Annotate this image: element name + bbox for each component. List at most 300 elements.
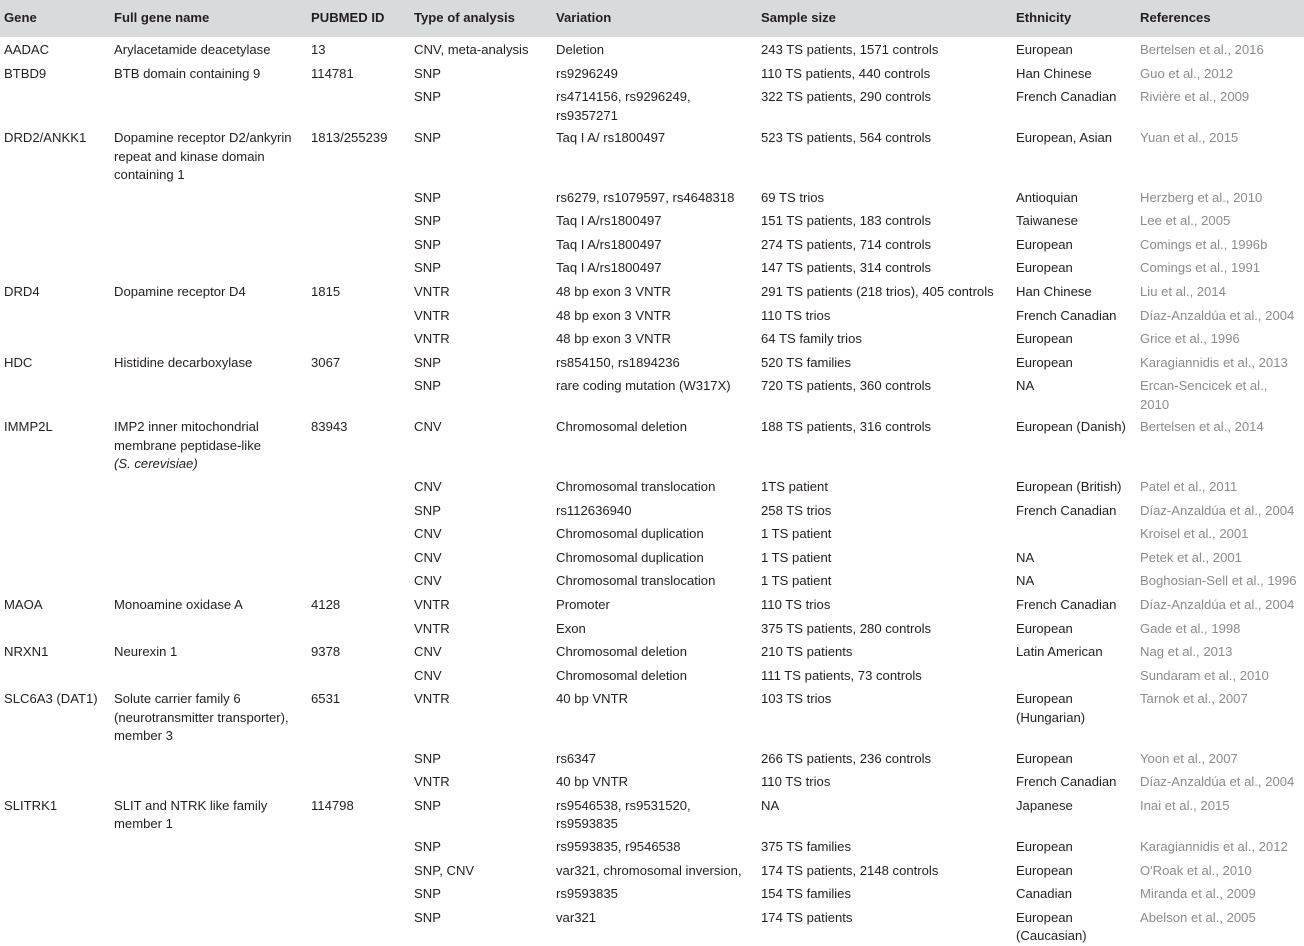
cell-gene [0, 303, 110, 327]
cell-type-of-analysis-text: SNP [414, 909, 441, 925]
cell-ethnicity-text: European, Asian [1016, 130, 1113, 146]
cell-full-gene-name [110, 769, 307, 793]
cell-sample-size [757, 858, 1012, 882]
cell-sample-size [757, 125, 1012, 185]
cell-full-gene-name [110, 474, 307, 498]
cell-gene [0, 37, 110, 61]
table-row [0, 746, 1304, 770]
cell-pubmed-id [307, 545, 410, 569]
cell-gene-text: SLITRK1 [4, 797, 58, 813]
cell-full-gene-name [110, 639, 307, 663]
cell-reference [1136, 474, 1304, 498]
cell-gene [0, 769, 110, 793]
cell-variation-text: rs6347 [556, 750, 597, 766]
cell-gene [0, 881, 110, 905]
cell-type-of-analysis [410, 474, 552, 498]
cell-pubmed-id [307, 746, 410, 770]
cell-pubmed-id [307, 373, 410, 414]
cell-variation [552, 498, 757, 522]
cell-ethnicity [1012, 793, 1136, 834]
cell-type-of-analysis [410, 905, 552, 946]
cell-gene [0, 232, 110, 256]
cell-reference-text: Karagiannidis et al., 2013 [1140, 354, 1288, 370]
cell-ethnicity [1012, 279, 1136, 303]
cell-variation [552, 769, 757, 793]
table-row [0, 686, 1304, 746]
cell-variation-text: Chromosomal deletion [556, 667, 688, 683]
cell-type-of-analysis [410, 326, 552, 350]
cell-ethnicity-text: NA [1016, 573, 1035, 589]
cell-full-gene-name-text: Neurexin 1 [114, 644, 178, 660]
cell-ethnicity [1012, 255, 1136, 279]
cell-sample-size [757, 474, 1012, 498]
cell-reference-text: Tarnok et al., 2007 [1140, 691, 1248, 707]
table-row [0, 793, 1304, 834]
cell-gene [0, 545, 110, 569]
cell-full-gene-name [110, 303, 307, 327]
cell-reference-text: Karagiannidis et al., 2012 [1140, 838, 1288, 854]
cell-variation [552, 858, 757, 882]
cell-pubmed-id [307, 639, 410, 663]
cell-gene [0, 858, 110, 882]
cell-variation [552, 834, 757, 858]
cell-full-gene-name-text: Monoamine oxidase A [114, 596, 243, 612]
cell-variation [552, 881, 757, 905]
header-ethnicity: Ethnicity [1016, 10, 1072, 26]
table-header [0, 0, 1304, 37]
cell-ethnicity-text: European [1016, 42, 1073, 57]
cell-reference-text: Lee et al., 2005 [1140, 213, 1231, 229]
cell-variation-text: Taq I A/rs1800497 [556, 260, 662, 276]
cell-pubmed-id [307, 414, 410, 474]
cell-sample-size [757, 905, 1012, 946]
cell-sample-size-text: 110 TS patients, 440 controls [761, 65, 931, 81]
cell-sample-size-text: 720 TS patients, 360 controls [761, 378, 932, 394]
table-row [0, 663, 1304, 687]
cell-type-of-analysis-text: CNV [414, 644, 442, 660]
cell-pubmed-id-text: 1815 [311, 284, 341, 300]
cell-type-of-analysis-text: VNTR [414, 774, 450, 790]
cell-type-of-analysis-text: SNP [414, 65, 441, 81]
cell-ethnicity-text: French Canadian [1016, 89, 1117, 105]
cell-reference [1136, 858, 1304, 882]
cell-reference [1136, 881, 1304, 905]
cell-reference-text: O'Roak et al., 2010 [1140, 862, 1252, 878]
cell-reference [1136, 326, 1304, 350]
cell-type-of-analysis [410, 61, 552, 85]
cell-full-gene-name-text: Histidine decarboxylase [114, 354, 253, 370]
cell-reference-text: Rivière et al., 2009 [1140, 89, 1250, 105]
cell-gene-text: SLC6A3 (DAT1) [4, 691, 98, 707]
table-row [0, 592, 1304, 616]
cell-sample-size-text: 258 TS trios [761, 502, 832, 518]
cell-full-gene-name [110, 686, 307, 746]
cell-ethnicity [1012, 639, 1136, 663]
cell-sample-size [757, 303, 1012, 327]
cell-sample-size-text: 111 TS patients, 73 controls [761, 667, 922, 683]
cell-variation [552, 61, 757, 85]
cell-ethnicity [1012, 616, 1136, 640]
cell-ethnicity [1012, 545, 1136, 569]
cell-variation [552, 616, 757, 640]
cell-ethnicity [1012, 746, 1136, 770]
cell-ethnicity [1012, 769, 1136, 793]
cell-pubmed-id [307, 793, 410, 834]
cell-sample-size-text: 151 TS patients, 183 controls [761, 213, 932, 229]
cell-reference [1136, 769, 1304, 793]
cell-reference [1136, 232, 1304, 256]
cell-variation-text: rs9546538, rs9531520, rs9593835 [556, 797, 691, 832]
cell-variation [552, 746, 757, 770]
cell-full-gene-name [110, 568, 307, 592]
cell-variation [552, 686, 757, 746]
cell-reference-text: Sundaram et al., 2010 [1140, 667, 1269, 683]
cell-variation [552, 592, 757, 616]
cell-gene [0, 84, 110, 125]
cell-pubmed-id [307, 208, 410, 232]
cell-ethnicity-text: European [1016, 838, 1073, 854]
cell-full-gene-name [110, 616, 307, 640]
cell-full-gene-name [110, 350, 307, 374]
cell-ethnicity-text: French Canadian [1016, 774, 1117, 790]
cell-ethnicity-text: Canadian [1016, 886, 1073, 902]
cell-pubmed-id [307, 616, 410, 640]
cell-ethnicity-text: European [1016, 354, 1073, 370]
cell-pubmed-id-text: 83943 [311, 419, 348, 435]
table-row [0, 881, 1304, 905]
cell-reference [1136, 125, 1304, 185]
cell-pubmed-id [307, 498, 410, 522]
cell-ethnicity [1012, 37, 1136, 61]
cell-ethnicity [1012, 61, 1136, 85]
cell-sample-size [757, 414, 1012, 474]
cell-sample-size-text: 69 TS trios [761, 189, 825, 205]
cell-type-of-analysis [410, 125, 552, 185]
cell-full-gene-name [110, 905, 307, 946]
cell-gene [0, 255, 110, 279]
cell-sample-size [757, 498, 1012, 522]
cell-full-gene-name [110, 326, 307, 350]
cell-ethnicity [1012, 881, 1136, 905]
cell-ethnicity-text: French Canadian [1016, 596, 1117, 612]
cell-type-of-analysis [410, 793, 552, 834]
cell-type-of-analysis [410, 881, 552, 905]
cell-reference-text: Ercan-Sencicek et al., 2010 [1140, 378, 1268, 412]
cell-pubmed-id [307, 61, 410, 85]
cell-reference-text: Grice et al., 1996 [1140, 331, 1240, 347]
table-row [0, 303, 1304, 327]
cell-sample-size [757, 185, 1012, 209]
cell-full-gene-name [110, 84, 307, 125]
cell-ethnicity [1012, 350, 1136, 374]
cell-gene [0, 61, 110, 85]
cell-pubmed-id [307, 686, 410, 746]
cell-variation [552, 255, 757, 279]
cell-sample-size-text: 291 TS patients (218 trios), 405 controls [761, 284, 994, 300]
cell-full-gene-name [110, 208, 307, 232]
cell-gene-text: DRD4 [4, 284, 40, 300]
cell-full-gene-name [110, 592, 307, 616]
cell-sample-size [757, 373, 1012, 414]
cell-reference [1136, 61, 1304, 85]
cell-reference-text: Bertelsen et al., 2014 [1140, 419, 1264, 435]
cell-pubmed-id [307, 858, 410, 882]
cell-type-of-analysis-text: VNTR [414, 331, 450, 347]
cell-sample-size [757, 232, 1012, 256]
cell-sample-size [757, 793, 1012, 834]
cell-reference [1136, 521, 1304, 545]
table-row [0, 616, 1304, 640]
cell-reference [1136, 84, 1304, 125]
cell-sample-size [757, 686, 1012, 746]
cell-type-of-analysis-text: SNP, CNV [414, 862, 475, 878]
cell-type-of-analysis [410, 639, 552, 663]
cell-gene [0, 350, 110, 374]
cell-type-of-analysis [410, 568, 552, 592]
cell-type-of-analysis-text: SNP [414, 838, 441, 854]
header-sample-size: Sample size [761, 10, 836, 26]
cell-full-gene-name [110, 663, 307, 687]
cell-type-of-analysis-text: CNV [414, 549, 442, 565]
cell-type-of-analysis [410, 414, 552, 474]
cell-variation-text: rs9593835, r9546538 [556, 838, 681, 854]
cell-ethnicity-text: European (British) [1016, 478, 1122, 494]
cell-ethnicity-text: NA [1016, 549, 1035, 565]
cell-type-of-analysis [410, 255, 552, 279]
cell-ethnicity-text: European [1016, 260, 1073, 276]
table-row [0, 125, 1304, 185]
cell-pubmed-id [307, 125, 410, 185]
cell-type-of-analysis-text: CNV [414, 667, 442, 683]
cell-ethnicity [1012, 373, 1136, 414]
cell-reference [1136, 663, 1304, 687]
cell-variation [552, 326, 757, 350]
cell-pubmed-id [307, 474, 410, 498]
cell-type-of-analysis [410, 663, 552, 687]
cell-reference-text: Patel et al., 2011 [1140, 478, 1238, 494]
cell-pubmed-id [307, 303, 410, 327]
cell-reference-text: Yuan et al., 2015 [1140, 130, 1239, 146]
cell-full-gene-name [110, 255, 307, 279]
cell-reference [1136, 414, 1304, 474]
cell-gene [0, 521, 110, 545]
cell-gene [0, 663, 110, 687]
cell-pubmed-id [307, 592, 410, 616]
cell-pubmed-id [307, 37, 410, 61]
cell-full-gene-name [110, 521, 307, 545]
cell-variation-text: 40 bp VNTR [556, 774, 629, 790]
cell-reference-text: Díaz-Anzaldúa et al., 2004 [1140, 307, 1295, 323]
cell-type-of-analysis-text: CNV [414, 573, 442, 589]
table-row [0, 498, 1304, 522]
cell-sample-size [757, 881, 1012, 905]
cell-sample-size [757, 545, 1012, 569]
cell-sample-size [757, 592, 1012, 616]
cell-variation [552, 663, 757, 687]
cell-sample-size [757, 663, 1012, 687]
cell-pubmed-id-text: 1813/255239 [311, 130, 388, 146]
cell-gene-text: NRXN1 [4, 644, 49, 660]
cell-ethnicity [1012, 414, 1136, 474]
cell-type-of-analysis-text: SNP [414, 354, 441, 370]
cell-gene [0, 373, 110, 414]
cell-variation-text: Promoter [556, 596, 610, 612]
cell-sample-size [757, 61, 1012, 85]
table-row [0, 905, 1304, 946]
cell-variation [552, 474, 757, 498]
cell-reference [1136, 686, 1304, 746]
table-row [0, 255, 1304, 279]
cell-gene [0, 414, 110, 474]
cell-sample-size [757, 350, 1012, 374]
cell-sample-size-text: NA [761, 797, 780, 813]
cell-gene-text: HDC [4, 354, 33, 370]
cell-gene [0, 686, 110, 746]
cell-type-of-analysis [410, 616, 552, 640]
cell-variation-text: 40 bp VNTR [556, 691, 629, 707]
cell-reference [1136, 185, 1304, 209]
cell-ethnicity-text: Japanese [1016, 797, 1073, 813]
cell-variation-text: 48 bp exon 3 VNTR [556, 307, 671, 323]
cell-variation-text: Taq I A/rs1800497 [556, 213, 662, 229]
cell-full-gene-name [110, 61, 307, 85]
cell-sample-size [757, 279, 1012, 303]
cell-ethnicity [1012, 303, 1136, 327]
cell-type-of-analysis-text: VNTR [414, 284, 450, 300]
cell-variation-text: var321, chromosomal inversion, [556, 862, 742, 878]
cell-sample-size-text: 375 TS patients, 280 controls [761, 620, 932, 636]
cell-full-gene-name-text: Dopamine receptor D2/ankyrin repeat and kinase domain containing 1 [114, 130, 292, 183]
cell-ethnicity-text: Taiwanese [1016, 213, 1078, 229]
cell-pubmed-id-text: 6531 [311, 691, 341, 707]
cell-type-of-analysis [410, 208, 552, 232]
cell-ethnicity [1012, 592, 1136, 616]
header-type-of-analysis: Type of analysis [414, 10, 515, 26]
cell-type-of-analysis-text: CNV [414, 526, 442, 542]
cell-reference-text: Herzberg et al., 2010 [1140, 189, 1263, 205]
cell-sample-size [757, 37, 1012, 61]
cell-gene-text: MAOA [4, 596, 43, 612]
table-row [0, 769, 1304, 793]
cell-type-of-analysis-text: SNP [414, 886, 441, 902]
cell-sample-size [757, 639, 1012, 663]
cell-pubmed-id [307, 905, 410, 946]
cell-pubmed-id [307, 279, 410, 303]
cell-type-of-analysis-text: SNP [414, 502, 441, 518]
cell-reference-text: Bertelsen et al., 2016 [1140, 42, 1264, 57]
cell-reference [1136, 905, 1304, 946]
cell-pubmed-id [307, 834, 410, 858]
cell-sample-size-text: 1TS patient [761, 478, 828, 494]
cell-full-gene-name [110, 279, 307, 303]
cell-sample-size [757, 834, 1012, 858]
cell-ethnicity-text: European (Caucasian) [1016, 909, 1087, 944]
cell-variation-text: Chromosomal duplication [556, 526, 704, 542]
cell-reference-text: Nag et al., 2013 [1140, 644, 1233, 660]
header-gene: Gene [4, 10, 37, 26]
cell-variation [552, 905, 757, 946]
cell-sample-size-text: 523 TS patients, 564 controls [761, 130, 932, 146]
cell-sample-size-text: 322 TS patients, 290 controls [761, 89, 932, 105]
cell-variation-text: 48 bp exon 3 VNTR [556, 284, 671, 300]
cell-reference-text: Guo et al., 2012 [1140, 65, 1234, 81]
cell-type-of-analysis-text: CNV [414, 419, 442, 435]
cell-reference [1136, 498, 1304, 522]
cell-ethnicity [1012, 686, 1136, 746]
cell-type-of-analysis-text: SNP [414, 189, 441, 205]
table-body [0, 37, 1304, 946]
cell-gene [0, 592, 110, 616]
cell-reference-text: Comings et al., 1996b [1140, 236, 1268, 252]
cell-type-of-analysis-text: CNV [414, 478, 442, 494]
cell-ethnicity-text: European [1016, 620, 1073, 636]
cell-gene [0, 905, 110, 946]
cell-sample-size-text: 103 TS trios [761, 691, 832, 707]
cell-type-of-analysis-text: SNP [414, 236, 441, 252]
cell-ethnicity-text: NA [1016, 378, 1035, 394]
cell-variation-text: Chromosomal translocation [556, 573, 716, 589]
cell-reference [1136, 616, 1304, 640]
cell-variation-text: rs6279, rs1079597, rs4648318 [556, 189, 735, 205]
cell-ethnicity [1012, 521, 1136, 545]
cell-type-of-analysis [410, 834, 552, 858]
cell-full-gene-name [110, 793, 307, 834]
cell-gene [0, 208, 110, 232]
cell-gene-text: AADAC [4, 42, 50, 57]
cell-type-of-analysis-text: VNTR [414, 620, 450, 636]
cell-full-gene-name [110, 858, 307, 882]
cell-ethnicity-text: European [1016, 331, 1073, 347]
table-row [0, 185, 1304, 209]
cell-gene [0, 639, 110, 663]
cell-ethnicity [1012, 858, 1136, 882]
cell-variation-text: Taq I A/ rs1800497 [556, 130, 666, 146]
table-row [0, 208, 1304, 232]
cell-sample-size-text: 110 TS trios [761, 596, 831, 612]
cell-pubmed-id [307, 84, 410, 125]
cell-variation-text: Deletion [556, 42, 605, 57]
cell-variation-text: Exon [556, 620, 586, 636]
cell-type-of-analysis [410, 185, 552, 209]
cell-ethnicity [1012, 474, 1136, 498]
cell-type-of-analysis-text: CNV, meta-analysis [414, 42, 529, 57]
table-row [0, 37, 1304, 61]
cell-gene [0, 125, 110, 185]
cell-sample-size-text: 1 TS patient [761, 549, 832, 565]
cell-ethnicity-text: French Canadian [1016, 307, 1117, 323]
cell-variation [552, 125, 757, 185]
cell-pubmed-id [307, 769, 410, 793]
cell-full-gene-name-text: BTB domain containing 9 [114, 65, 261, 81]
cell-reference [1136, 350, 1304, 374]
cell-gene [0, 326, 110, 350]
cell-full-gene-name [110, 881, 307, 905]
header-pubmed-id: PUBMED ID [311, 10, 385, 26]
cell-reference-text: Díaz-Anzaldúa et al., 2004 [1140, 774, 1295, 790]
cell-sample-size-text: 266 TS patients, 236 controls [761, 750, 932, 766]
cell-gene [0, 279, 110, 303]
cell-type-of-analysis [410, 84, 552, 125]
cell-variation-text: rs112636940 [556, 502, 632, 518]
cell-variation [552, 373, 757, 414]
cell-variation [552, 279, 757, 303]
cell-gene [0, 185, 110, 209]
cell-ethnicity-text: Antioquian [1016, 189, 1078, 205]
cell-gene [0, 834, 110, 858]
cell-gene-text: IMMP2L [4, 419, 53, 435]
cell-sample-size [757, 616, 1012, 640]
cell-sample-size-text: 520 TS families [761, 354, 852, 370]
